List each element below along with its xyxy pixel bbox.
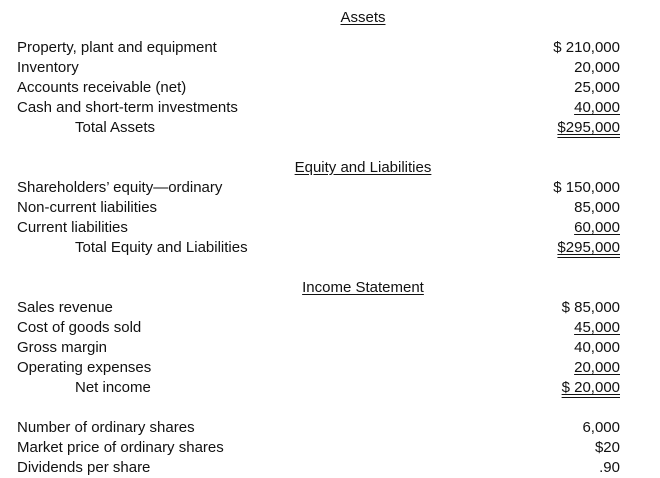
equity-row-noncurrent (0, 198, 660, 218)
row-value: $ 150,000 (553, 179, 620, 196)
row-value: 40,000 (574, 99, 620, 116)
row-label: Cost of goods sold (17, 319, 142, 336)
assets-row-cash (0, 98, 660, 118)
row-value: 20,000 (574, 59, 620, 76)
total-value: $295,000 (557, 119, 620, 136)
total-value: $ 20,000 (561, 379, 620, 396)
row-label: Cash and short-term investments (17, 99, 238, 116)
equity-row-shareholders (0, 178, 660, 198)
total-label: Net income (75, 379, 151, 396)
total-label: Total Assets (75, 119, 156, 136)
row-value: $20 (594, 439, 620, 456)
assets-row-ppe (0, 38, 660, 58)
row-label: Number of ordinary shares (17, 419, 195, 436)
assets-row-total (0, 118, 660, 138)
row-value: 6,000 (582, 419, 620, 436)
row-label: Shareholders’ equity—ordinary (17, 179, 223, 196)
income-row-sales (0, 298, 660, 318)
row-label: Current liabilities (17, 219, 128, 236)
row-label: Market price of ordinary shares (17, 439, 224, 456)
equity-row-total (0, 238, 660, 258)
assets-row-inventory (0, 58, 660, 78)
row-label: Operating expenses (17, 359, 152, 376)
total-label: Total Equity and Liabilities (75, 239, 248, 256)
total-value: $295,000 (557, 239, 620, 256)
row-value: 60,000 (574, 219, 620, 236)
row-label: Property, plant and equipment (17, 39, 217, 56)
income-row-gross-margin (0, 338, 660, 358)
income-row-cogs (0, 318, 660, 338)
income-row-opex (0, 358, 660, 378)
row-value: $ 85,000 (561, 299, 620, 316)
row-value: .90 (599, 459, 620, 476)
row-value: 40,000 (574, 339, 620, 356)
income-statement-heading: Income Statement (302, 279, 424, 296)
income-row-net-income (0, 378, 660, 398)
share-row-dividends (0, 458, 660, 478)
assets-row-receivables (0, 78, 660, 98)
row-value: 20,000 (574, 359, 620, 376)
assets-heading: Assets (340, 9, 386, 26)
row-label: Dividends per share (17, 459, 151, 476)
equity-liabilities-heading: Equity and Liabilities (294, 159, 432, 176)
row-value: 85,000 (574, 199, 620, 216)
row-value: 25,000 (574, 79, 620, 96)
row-label: Inventory (17, 59, 79, 76)
row-label: Gross margin (17, 339, 108, 356)
row-label: Non-current liabilities (17, 199, 158, 216)
row-value: $ 210,000 (553, 39, 620, 56)
row-label: Sales revenue (17, 299, 113, 316)
row-value: 45,000 (574, 319, 620, 336)
equity-row-current (0, 218, 660, 238)
share-row-price (0, 438, 660, 458)
share-row-count (0, 418, 660, 438)
row-label: Accounts receivable (net) (17, 79, 187, 96)
